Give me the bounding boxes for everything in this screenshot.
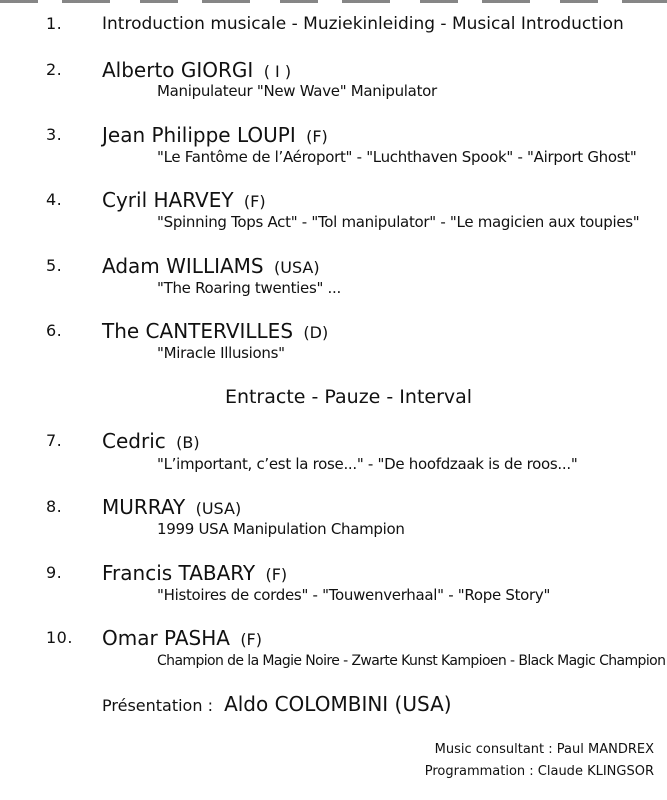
programming-credit: Programmation : Claude KLINGSOR — [424, 764, 654, 779]
act-description: Manipulateur "New Wave" Manipulator — [157, 82, 437, 100]
act-description: "Le Fantôme de l’Aéroport" - "Luchthaven Spook" - "Airport Ghost" — [157, 148, 637, 166]
performer-name-line — [102, 429, 200, 455]
item-number: 1. — [46, 14, 63, 33]
performer-country: (F) — [243, 192, 266, 211]
performer-name: Francis TABARY — [102, 561, 256, 585]
performer-country: (F) — [240, 630, 262, 649]
act-description: "Miracle Illusions" — [157, 344, 285, 362]
performer-name-line — [102, 123, 328, 149]
act-description: "L’important, c’est la rose..." - "De hoofdzaak is de roos..." — [157, 455, 578, 473]
presentation-line — [102, 692, 452, 716]
item-number: 5. — [46, 256, 63, 275]
performer-name: The CANTERVILLES — [102, 319, 294, 343]
top-border-fragment — [0, 0, 667, 3]
performer-name: Adam WILLIAMS — [102, 254, 264, 278]
act-description: 1999 USA Manipulation Champion — [157, 520, 405, 538]
item-number: 4. — [46, 190, 63, 209]
performer-name: Jean Philippe LOUPI — [102, 123, 296, 147]
performer-country: (F) — [306, 127, 328, 146]
act-description: "Histoires de cordes" - "Touwenverhaal" - "Rope Story" — [157, 586, 551, 604]
performer-name-line — [102, 188, 266, 214]
act-description: Champion de la Magie Noire - Zwarte Kunst Kampioen - Black Magic Champion — [157, 653, 666, 669]
performer-country: ( I ) — [263, 62, 292, 81]
performer-name: MURRAY — [102, 495, 186, 519]
performer-country: (USA) — [195, 499, 242, 518]
performer-country: (F) — [265, 565, 288, 584]
performer-name-line — [102, 495, 241, 521]
item-number: 3. — [46, 125, 63, 144]
item-number: 2. — [46, 60, 63, 79]
performer-name: Cyril HARVEY — [102, 188, 234, 212]
item-number: 10. — [46, 628, 73, 647]
performer-name-line — [102, 254, 320, 280]
presenter-name: Aldo COLOMBINI (USA) — [224, 692, 452, 716]
music-credit: Music consultant : Paul MANDREX — [434, 742, 654, 757]
performer-name: Alberto GIORGI — [102, 58, 254, 82]
performer-country: (D) — [303, 323, 329, 342]
performer-name-line — [102, 626, 262, 652]
item-number: 6. — [46, 321, 63, 340]
presentation-label: Présentation : — [102, 696, 213, 715]
performer-name: Omar PASHA — [102, 626, 230, 650]
act-description: "Spinning Tops Act" - "Tol manipulator" - "Le magicien aux toupies" — [157, 213, 640, 231]
performer-name-line — [102, 319, 328, 345]
performer-country: (B) — [176, 433, 200, 452]
act-description: "The Roaring twenties" ... — [157, 279, 341, 297]
item-number: 8. — [46, 497, 63, 516]
performer-country: (USA) — [273, 258, 320, 277]
interval-heading: Entracte - Pauze - Interval — [224, 386, 473, 408]
performer-name-line — [102, 561, 287, 587]
item-intro-text: Introduction musicale - Muziekinleiding - Musical Introduction — [102, 14, 624, 34]
item-number: 9. — [46, 563, 63, 582]
performer-name-line — [102, 58, 291, 84]
item-number: 7. — [46, 431, 63, 450]
performer-name: Cedric — [102, 429, 166, 453]
